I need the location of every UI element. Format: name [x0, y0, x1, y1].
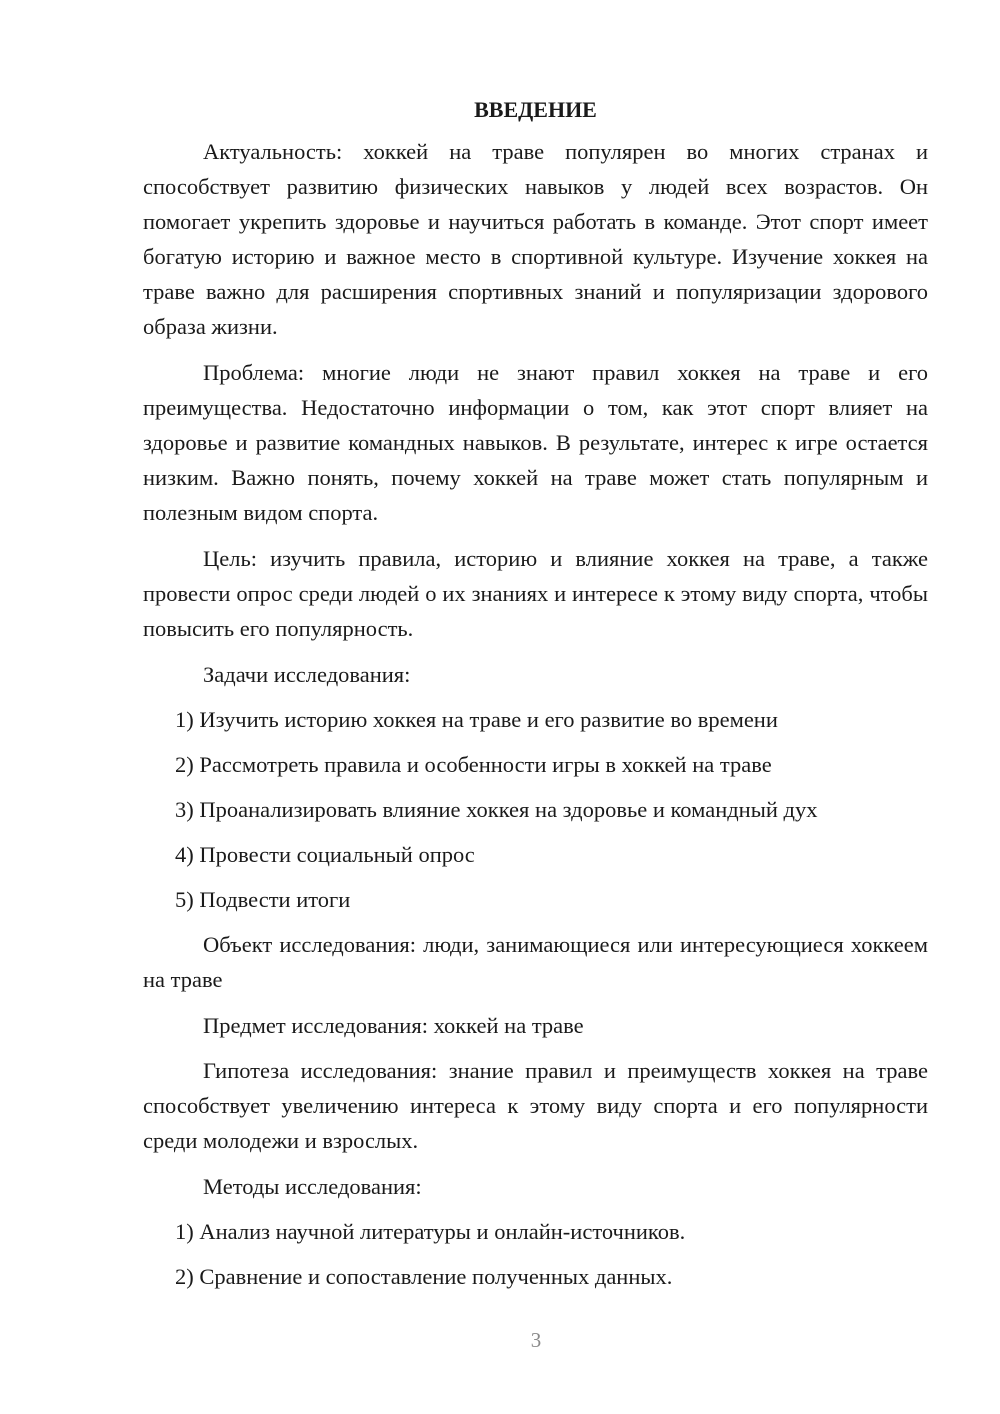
- method-item: 1) Анализ научной литературы и онлайн-источников.: [175, 1219, 686, 1244]
- task-item: 4) Провести социальный опрос: [175, 842, 475, 867]
- task-item: 2) Рассмотреть правила и особенности игры в хоккей на траве: [175, 752, 772, 777]
- tasks-heading: Задачи исследования:: [203, 662, 411, 687]
- task-item: 1) Изучить историю хоккея на траве и его развитие во времени: [175, 707, 778, 732]
- page-number: 3: [530, 1328, 542, 1352]
- goal-paragraph: Цель: изучить правила, историю и влияние хоккея на траве, а также провести опрос среди людей о их знаниях и интересе к этому виду спорта, чтобы повысить его популярность.: [143, 546, 928, 641]
- document-body: [143, 92, 928, 1304]
- subject-line: Предмет исследования: хоккей на траве: [203, 1013, 584, 1038]
- object-paragraph: Объект исследования: люди, занимающиеся или интересующиеся хоккеем на траве: [143, 932, 928, 992]
- problem-paragraph: Проблема: многие люди не знают правил хоккея на траве и его преимущества. Недостаточно информации о том, как этот спорт влияет на здоровье и развитие командных навыков. В результате, интерес к игре остается низким. Важно понять, почему хоккей на траве может стать популярным и полезным видом спорта.: [143, 360, 928, 525]
- method-item: 2) Сравнение и сопоставление полученных данных.: [175, 1264, 673, 1289]
- hypothesis-paragraph: Гипотеза исследования: знание правил и преимуществ хоккея на траве способствует увеличению интереса к этому виду спорта и его популярности среди молодежи и взрослых.: [143, 1058, 928, 1153]
- methods-heading: Методы исследования:: [203, 1174, 422, 1199]
- task-item: 5) Подвести итоги: [175, 887, 351, 912]
- section-title: ВВЕДЕНИЕ: [474, 97, 597, 122]
- task-item: 3) Проанализировать влияние хоккея на здоровье и командный дух: [175, 797, 818, 822]
- relevance-paragraph: Актуальность: хоккей на траве популярен во многих странах и способствует развитию физических навыков у людей всех возрастов. Он помогает укрепить здоровье и научиться работать в команде. Этот спорт имеет богатую историю и важное место в спортивной культуре. Изучение хоккея на траве важно для расширения спортивных знаний и популяризации здорового образа жизни.: [143, 139, 928, 339]
